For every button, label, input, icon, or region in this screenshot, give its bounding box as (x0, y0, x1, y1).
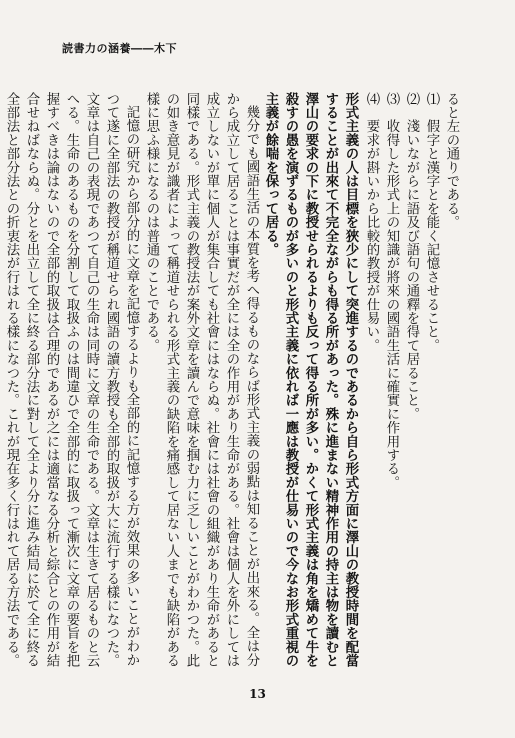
paragraph: 形式主義の人は目標を狹少にして突進するのであるから自ら形式方面に澤山の教授時間を配當することが出來て不完全ながらも得る所があった。殊に進まない精神作用の持主は物を讀むと澤山の要求の下に教授せられるよりも反って得る所が多い。かくて形式主義は角を矯めて牛を殺すの愚を演ずるものが多いのと形式主義に依れば一應は教授が仕易いので今なお形式重視の主義が餘喘を保って居る。 (263, 92, 359, 668)
paragraph: 幾分でも國語生活の本質を考へ得るものならば形式主義の弱點は知ることが出來る。全は分から成立して居ることは事實だが全には全の作用があり生命がある。社會は個人を外にしては成立しないが單に個人が集合しても社會にはならぬ。社會には社會の組織があり生命があると同樣である。形式主義の教授法が案外文章を讀んで意味を掴む力に乏しいことがわかつた。此の如き意見が識者によって稱道せられる形式主義の缺陷を痛感して居ない人までも缺陷がある樣に思ふ様になるのは普通のことである。 (144, 92, 259, 668)
lead-line: ると左の通りである。 (444, 92, 459, 229)
paragraph: 記憶の研究から部分的に文章を記憶するよりも全部的に記憶する方が效果の多いことがわかつて遂に全部法の教授が稱道せられ國語の讀方教授も全部的取扱が大に流行する樣になつた。文章は自己の表現であつて自己の生命は同時に文章の生命である。文章は生きて居るものと云へる。生命のあるものを分割して取扱ふのは間違ひで全部的に取扱って漸次に文章の要旨を把握すべきは論はないので全部的取扱は合理的であるが之には適當なる分析と綜合との作用が結合せねばならぬ。分とを出立して全に終る部分法に對して全より分に進み結局に於て全に終る全部法と部分法との折衷法が行はれる樣になつた。これが現在多く行はれて居る方法である。 (4, 92, 139, 668)
running-head: 読書力の涵養――木下 (62, 42, 177, 55)
vertical-body-text (4, 92, 461, 677)
page-number: 13 (249, 687, 266, 701)
list-item: ⑵ 淺いながらに語及び語句の通釋を得て居ること。 (404, 92, 419, 421)
list-item: ⑶ 收得した形式上の知識が將來の國語生活に確實に作用する。 (384, 92, 399, 490)
paragraph (0, 92, 1, 677)
list-item: ⑷ 要求が斟いから比較的教授が仕易い。 (364, 92, 379, 353)
list-item: ⑴ 假字と漢字とを能く記憶させること。 (424, 92, 439, 353)
